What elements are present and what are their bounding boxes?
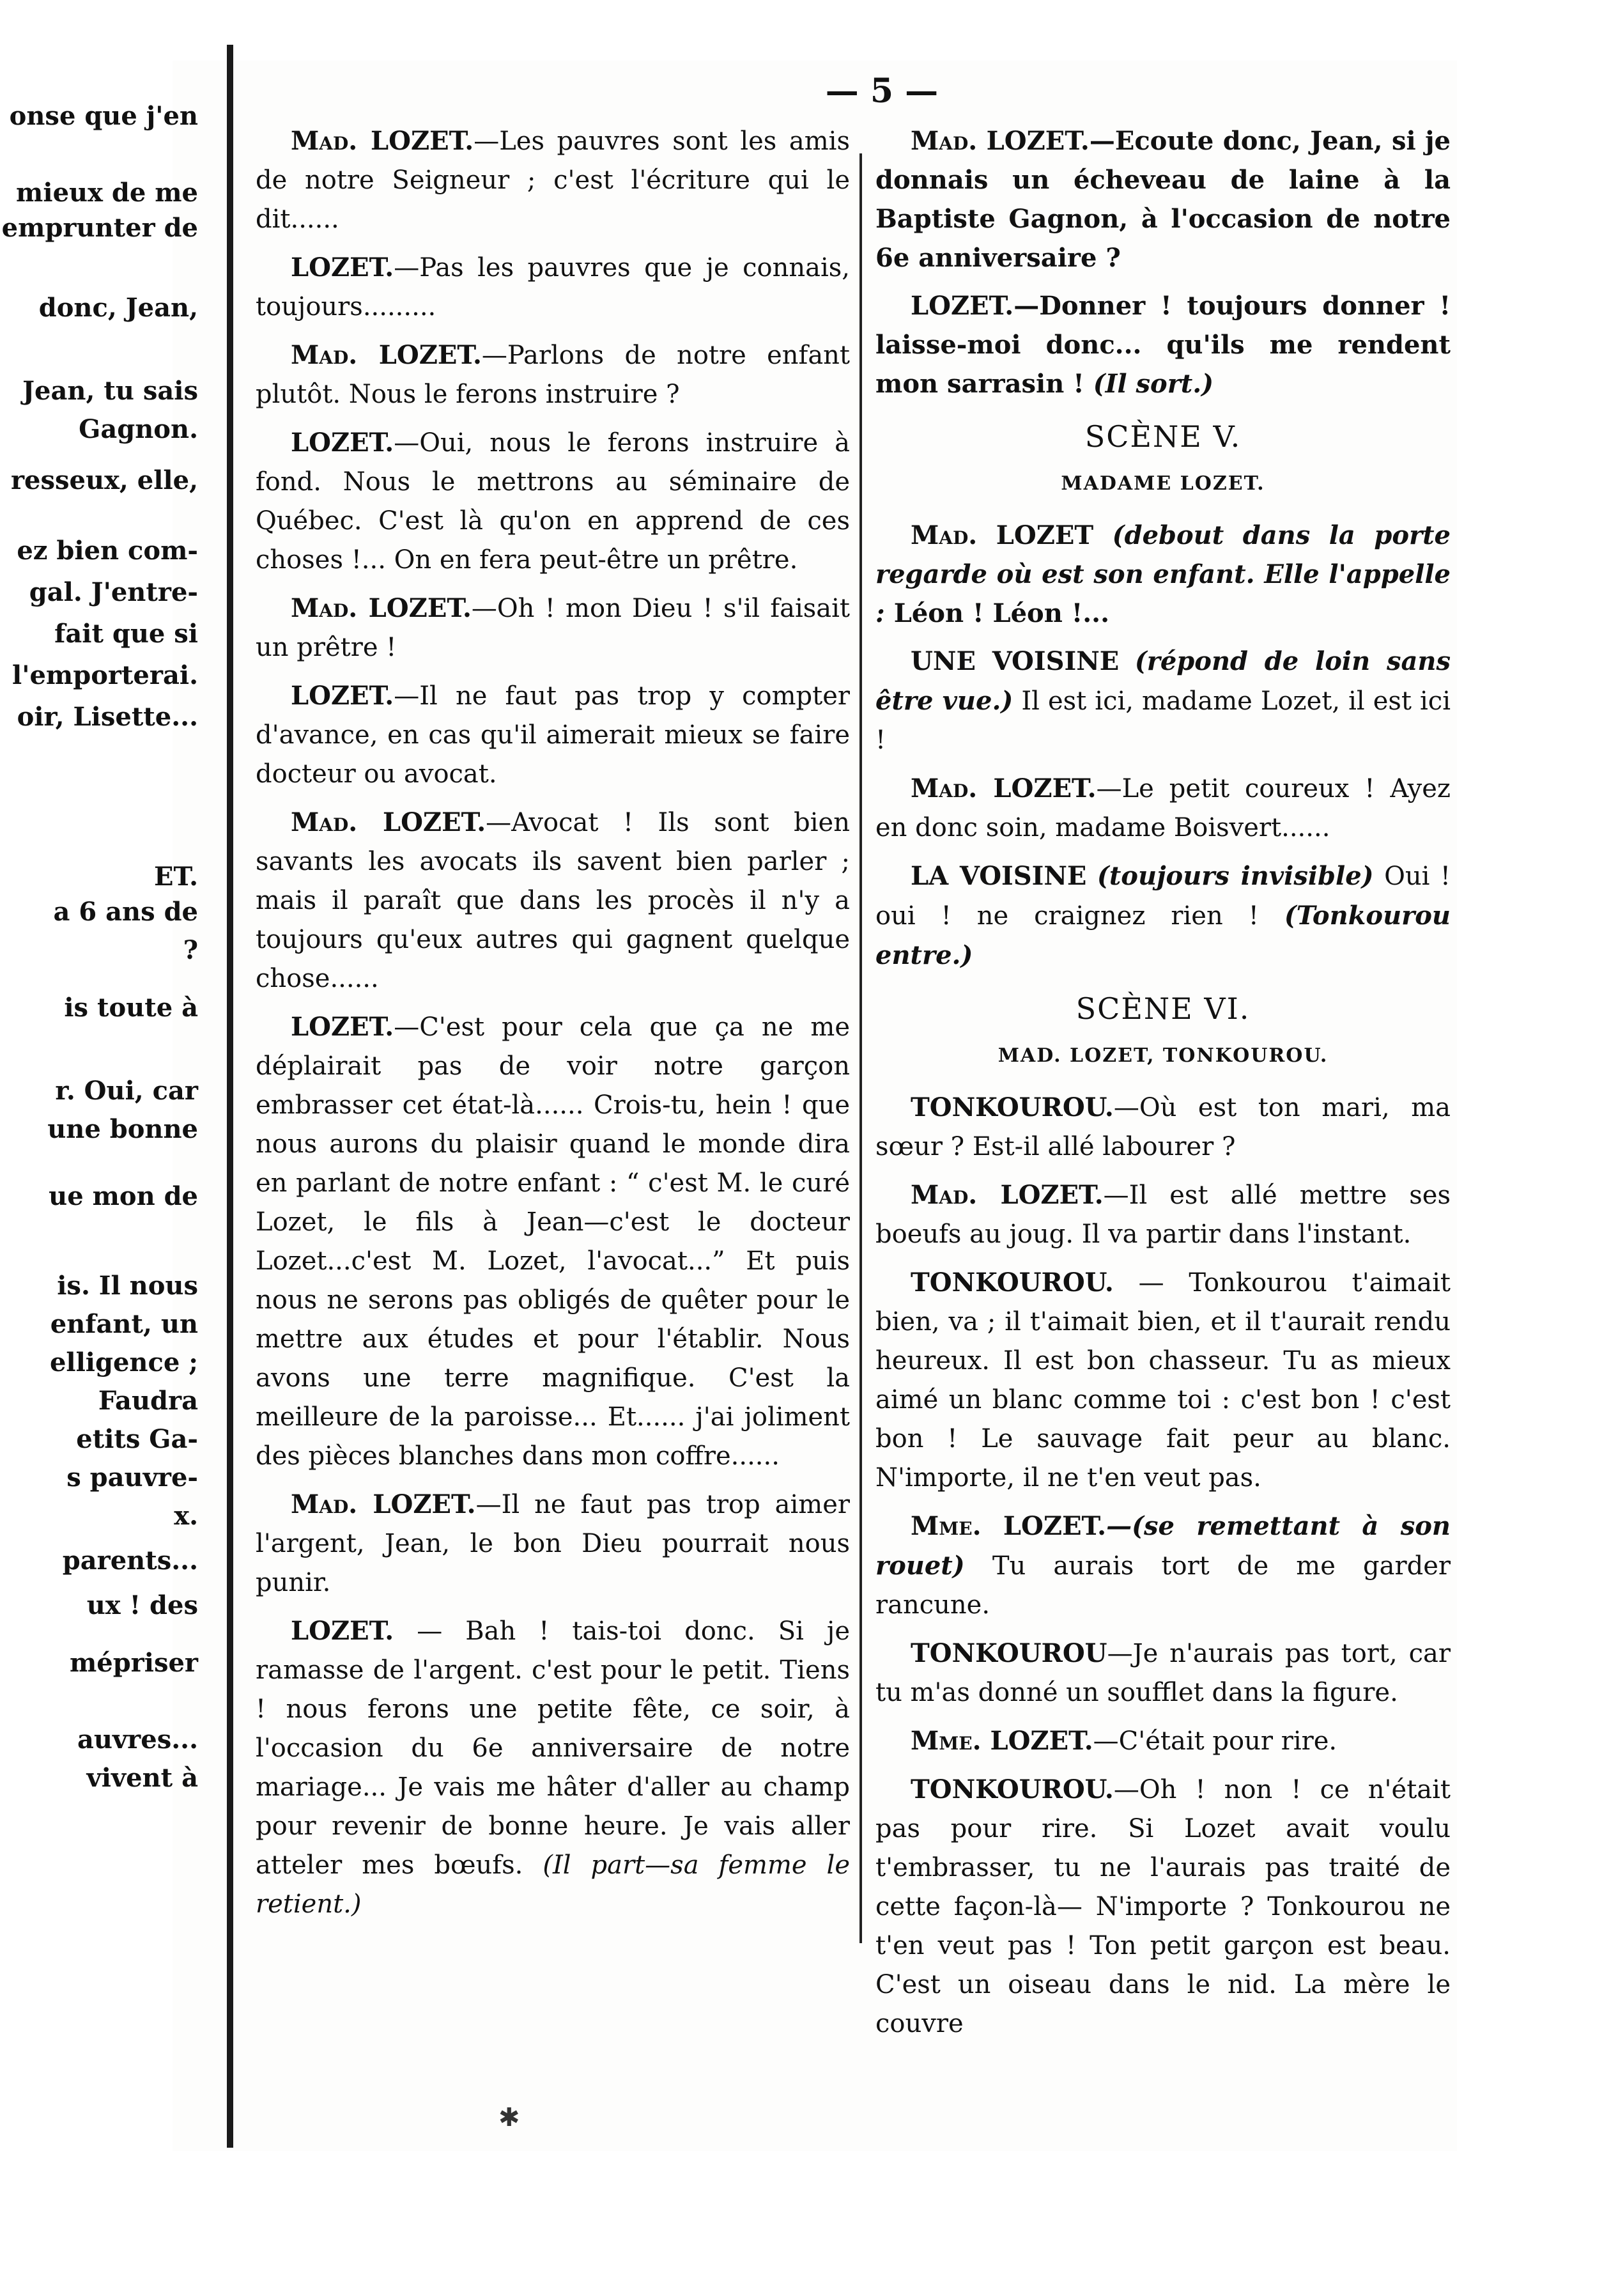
dialogue-line: TONKOUROU. — Tonkourou t'aimait bien, va ; il t'aimait bien, et il t'aurait rendu heureux. Il est bon chasseur. Tu as mieux aimé un blanc comme toi : c'est bon ! c'est bon ! Le sauvage fait peur au blanc. N'importe, il ne t'en veut pas. [875, 1268, 1451, 1493]
left-page-fragment-line: une bonne [47, 1114, 198, 1144]
left-page-fragment [0, 70, 211, 1924]
left-page-fragment-line: elligence ; [49, 1347, 198, 1377]
left-page-fragment-line: etits Ga- [76, 1424, 198, 1454]
dialogue-line: Mad. LOZET.—Avocat ! Ils sont bien savants les avocats ils savent bien parler ; mais il paraît que dans les procès il n'y a toujours qu'eux autres qui gagnent quelque chose...... [256, 807, 850, 993]
left-page-fragment-line: donc, Jean, [38, 293, 198, 323]
left-page-fragment-line: is toute à [64, 993, 198, 1023]
left-page-fragment-line: vivent à [86, 1763, 198, 1793]
left-page-fragment-line: ux ! des [86, 1590, 198, 1620]
scene-heading: SCÈNE V. [1084, 419, 1242, 454]
left-page-fragment-line: resseux, elle, [10, 465, 198, 495]
left-page-fragment-line: x. [174, 1501, 198, 1531]
dialogue-line: Mad. LOZET.—Ecoute donc, Jean, si je donnais un écheveau de laine à la Baptiste Gagnon, à l'occasion de notre 6e anniversaire ? [875, 126, 1451, 273]
scene-heading: SCÈNE VI. [1075, 991, 1251, 1026]
left-page-fragment-line: ez bien com- [17, 536, 198, 566]
left-page-fragment-line: emprunter de [1, 213, 198, 243]
left-page-fragment-line: auvres... [77, 1725, 198, 1755]
dialogue-line: TONKOUROU—Je n'aurais pas tort, car tu m'as donné un soufflet dans la figure. [875, 1638, 1451, 1707]
ink-blot-icon: ✱ [498, 2103, 520, 2132]
left-page-fragment-line: parents... [62, 1546, 198, 1576]
left-page-fragment-line: Gagnon. [79, 414, 198, 444]
dialogue-line: Mad. LOZET.—Parlons de notre enfant plutôt. Nous le ferons instruire ? [256, 340, 850, 409]
dialogue-line: Mad. LOZET.—Oh ! mon Dieu ! s'il faisait un prêtre ! [256, 593, 851, 662]
stage-direction: (Il sort.) [1093, 369, 1214, 399]
scene-cast: MADAME LOZET. [1061, 472, 1265, 495]
dialogue-line: LOZET.—Oui, nous le ferons instruire à fond. Nous le mettrons au séminaire de Québec. C'est là qu'on en apprend de ces choses !... On en fera peut-être un prêtre. [256, 428, 850, 575]
dialogue-line: LOZET. — Bah ! tais-toi donc. Si je ramasse de l'argent. c'est pour le petit. Tiens ! nous ferons une petite fête, ce soir, à l'occasion du 6e anniversaire de notre mariage... Je vais me hâter d'aller au champ pour revenir de bonne heure. Je vais aller atteler mes bœufs. (Il part—sa femme le retient.) [256, 1616, 851, 1919]
dialogue-line: TONKOUROU.—Oh ! non ! ce n'était pas pour rire. Si Lozet avait voulu t'embrasser, tu ne l'aurais pas traité de cette façon-là— N'importe ? Tonkourou ne t'en veut pas ! Ton petit garçon est beau. C'est un oiseau dans le nid. La mère le couvre [875, 1774, 1451, 2038]
stage-direction: (toujours invisible) [1097, 861, 1374, 891]
left-page-fragment-line: enfant, un [50, 1309, 198, 1339]
column-divider [859, 153, 862, 1943]
dialogue-line: Mad. LOZET.—Il est allé mettre ses boeufs au joug. Il va partir dans l'instant. [875, 1180, 1451, 1249]
dialogue-line: LOZET.—C'est pour cela que ça ne me déplairait pas de voir notre garçon embrasser cet état-là...... Crois-tu, hein ! que nous aurons du plaisir quand le monde dira en parlant de notre enfant : “ c'est M. le curé Lozet, le fils à Jean—c'est le docteur Lozet...c'est M. Lozet, l'avocat...” Et puis nous ne serons pas obligés de quêter pour le mettre aux études et pour l'établir. Nous avons une terre magnifique. C'est la meilleure de la paroisse... Et...... j'ai joliment des pièces blanches dans mon coffre...... [256, 1012, 850, 1471]
left-page-fragment-line: ? [183, 935, 198, 965]
dialogue-line: Mad. LOZET (debout dans la porte regarde où est son enfant. Elle l'appelle : Léon ! Léon !... [875, 520, 1451, 628]
stage-direction: (Tonkourou entre.) [875, 901, 1451, 970]
dialogue-line: Mme. LOZET.—(se remettant à son rouet) Tu aurais tort de me garder rancune. [875, 1511, 1451, 1620]
left-page-fragment-line: l'emporterai. [12, 660, 198, 690]
left-page-fragment-line: s pauvre- [66, 1462, 198, 1493]
left-page-fragment-line: is. Il nous [57, 1271, 198, 1301]
dialogue-line: LOZET.—Pas les pauvres que je connais, toujours......... [256, 252, 850, 322]
dialogue-line: LOZET.—Il ne faut pas trop y compter d'avance, en cas qu'il aimerait mieux se faire docteur ou avocat. [256, 681, 850, 789]
dialogue-line: Mad. LOZET.—Le petit coureux ! Ayez en donc soin, madame Boisvert...... [875, 773, 1451, 842]
stage-direction: (Il part—sa femme le retient.) [256, 1850, 851, 1919]
left-page-fragment-line: a 6 ans de [53, 897, 198, 927]
left-column [256, 121, 850, 1933]
left-page-fragment-line: Faudra [98, 1386, 198, 1416]
dialogue-line: Mme. LOZET.—C'était pour rire. [911, 1726, 1337, 1756]
stage-direction: —(se remettant à son rouet) [875, 1511, 1451, 1581]
stage-direction: (debout dans la porte regarde où est son enfant. Elle l'appelle : [875, 520, 1451, 628]
left-page-fragment-line: ue mon de [49, 1181, 198, 1211]
scene-cast: MAD. LOZET, TONKOUROU. [998, 1044, 1329, 1067]
dialogue-line: UNE VOISINE (répond de loin sans être vue.) Il est ici, madame Lozet, il est ici ! [875, 646, 1451, 755]
left-page-fragment-line: Jean, tu sais [22, 376, 198, 406]
stage-direction: (répond de loin sans être vue.) [875, 646, 1451, 716]
left-page-fragment-line: gal. J'entre- [29, 577, 198, 607]
left-page-fragment-line: ET. [153, 862, 198, 892]
right-column [875, 121, 1451, 2052]
dialogue-line: LA VOISINE (toujours invisible) Oui ! oui ! ne craignez rien ! (Tonkourou entre.) [875, 861, 1451, 970]
page-number: — 5 — [825, 72, 939, 111]
dialogue-line: TONKOUROU.—Où est ton mari, ma sœur ? Est-il allé labourer ? [875, 1092, 1451, 1161]
dialogue-line: Mad. LOZET.—Il ne faut pas trop aimer l'argent, Jean, le bon Dieu pourrait nous punir. [256, 1489, 850, 1597]
left-page-fragment-line: mépriser [69, 1648, 198, 1678]
left-page-fragment-line: fait que si [54, 619, 198, 649]
left-page-fragment-line: mieux de me [16, 178, 198, 208]
dialogue-line: Mad. LOZET.—Les pauvres sont les amis de notre Seigneur ; c'est l'écriture qui le dit...... [256, 126, 850, 234]
left-page-fragment-line: oir, Lisette... [17, 702, 198, 732]
left-page-fragment-line: r. Oui, car [55, 1076, 198, 1106]
dialogue-line: LOZET.—Donner ! toujours donner ! laisse-moi donc... qu'ils me rendent mon sarrasin ! (Il sort.) [875, 291, 1451, 399]
left-page-fragment-line: onse que j'en [9, 101, 198, 131]
page-gutter-edge [227, 45, 233, 2148]
